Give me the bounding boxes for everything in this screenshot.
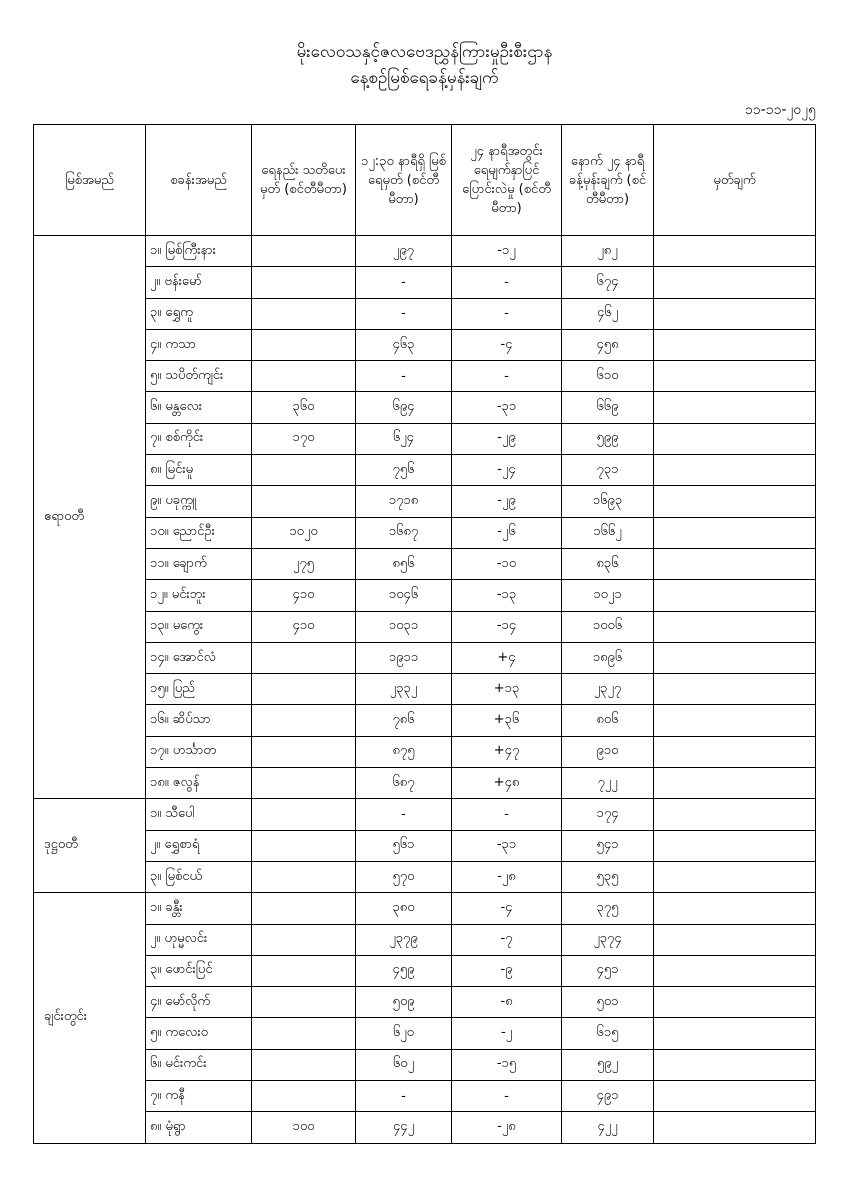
remark-cell bbox=[654, 893, 816, 924]
level-change-cell: -၄ bbox=[452, 329, 562, 360]
current-level-cell: ၁၀၄၆ bbox=[356, 580, 452, 611]
table-row bbox=[34, 861, 816, 892]
remark-cell bbox=[654, 955, 816, 986]
current-level-cell: ၄၅၉ bbox=[356, 955, 452, 986]
table-row bbox=[34, 893, 816, 924]
forecast-cell: ၄၅၈ bbox=[562, 329, 654, 360]
danger-level-cell bbox=[252, 1081, 356, 1112]
header-level-change: ၂၄ နာရီအတွင်း ရေမျက်နှာပြင် ပြောင်းလဲမှု (စင်တီမီတာ) bbox=[452, 125, 562, 236]
danger-level-cell: ၁၀၀ bbox=[252, 1112, 356, 1143]
current-level-cell: ၆၀၂ bbox=[356, 1049, 452, 1080]
table-row bbox=[34, 580, 816, 611]
level-change-cell: -၉ bbox=[452, 955, 562, 986]
remark-cell bbox=[654, 674, 816, 705]
forecast-cell: ၉၁၀ bbox=[562, 736, 654, 767]
level-change-cell: -၇ bbox=[452, 924, 562, 955]
table-row bbox=[34, 329, 816, 360]
remark-cell bbox=[654, 267, 816, 298]
current-level-cell: ၁၆၈၇ bbox=[356, 517, 452, 548]
table-row bbox=[34, 1112, 816, 1143]
remark-cell bbox=[654, 861, 816, 892]
danger-level-cell bbox=[252, 893, 356, 924]
remark-cell bbox=[654, 1049, 816, 1080]
remark-cell bbox=[654, 924, 816, 955]
table-row bbox=[34, 1018, 816, 1049]
current-level-cell: ၁၀၃၁ bbox=[356, 611, 452, 642]
danger-level-cell bbox=[252, 267, 356, 298]
remark-cell bbox=[654, 611, 816, 642]
current-level-cell: ၆၂၀ bbox=[356, 1018, 452, 1049]
station-cell: ၁၄။ အောင်လံ bbox=[146, 642, 252, 673]
forecast-cell: ၇၂၂ bbox=[562, 768, 654, 799]
level-change-cell: +၄ bbox=[452, 642, 562, 673]
forecast-cell: ၁၇၄ bbox=[562, 799, 654, 830]
station-cell: ၅။ သပိတ်ကျင်း bbox=[146, 361, 252, 392]
level-change-cell: -၂၉ bbox=[452, 423, 562, 454]
current-level-cell: ၇၈၆ bbox=[356, 705, 452, 736]
report-title: မိုးလေဝသနှင့်ဇလဗေဒညွှန်ကြားမှုဦးစီးဌာန bbox=[296, 42, 553, 62]
river-name-cell: ဒုဋ္ဌဝတီ bbox=[34, 799, 146, 893]
forecast-cell: ၁၀၂၁ bbox=[562, 580, 654, 611]
level-change-cell: -၁၄ bbox=[452, 611, 562, 642]
danger-level-cell bbox=[252, 361, 356, 392]
station-cell: ၈။ မုံရွာ bbox=[146, 1112, 252, 1143]
danger-level-cell bbox=[252, 1018, 356, 1049]
danger-level-cell bbox=[252, 642, 356, 673]
level-change-cell: -၃၁ bbox=[452, 392, 562, 423]
danger-level-cell: ၃၆၀ bbox=[252, 392, 356, 423]
level-change-cell: -၁၂ bbox=[452, 236, 562, 267]
current-level-cell: - bbox=[356, 298, 452, 329]
level-change-cell: +၄၇ bbox=[452, 736, 562, 767]
forecast-cell: ၆၇၄ bbox=[562, 267, 654, 298]
danger-level-cell bbox=[252, 455, 356, 486]
remark-cell bbox=[654, 298, 816, 329]
danger-level-cell bbox=[252, 924, 356, 955]
current-level-cell: ၈၅၆ bbox=[356, 548, 452, 579]
forecast-cell: ၅၀၁ bbox=[562, 987, 654, 1018]
table-row bbox=[34, 830, 816, 861]
header-station: စခန်းအမည် bbox=[146, 125, 252, 236]
level-change-cell: +၃၆ bbox=[452, 705, 562, 736]
station-cell: ၄။ ကသာ bbox=[146, 329, 252, 360]
level-change-cell: -၁၅ bbox=[452, 1049, 562, 1080]
level-change-cell: +၁၃ bbox=[452, 674, 562, 705]
level-change-cell: -၃၁ bbox=[452, 830, 562, 861]
current-level-cell: ၄၆၃ bbox=[356, 329, 452, 360]
danger-level-cell bbox=[252, 674, 356, 705]
remark-cell bbox=[654, 642, 816, 673]
table-row bbox=[34, 548, 816, 579]
danger-level-cell bbox=[252, 799, 356, 830]
forecast-cell: ၆၁၅ bbox=[562, 1018, 654, 1049]
forecast-cell: ၁၆၉၃ bbox=[562, 486, 654, 517]
current-level-cell: ၆၂၄ bbox=[356, 423, 452, 454]
forecast-cell: ၈၃၆ bbox=[562, 548, 654, 579]
current-level-cell: - bbox=[356, 1081, 452, 1112]
level-change-cell: -၁၀ bbox=[452, 548, 562, 579]
report-date: ၁၁-၁၁-၂၀၂၅ bbox=[744, 102, 816, 118]
current-level-cell: ၄၄၂ bbox=[356, 1112, 452, 1143]
level-change-cell: -၂၈ bbox=[452, 1112, 562, 1143]
danger-level-cell bbox=[252, 1049, 356, 1080]
remark-cell bbox=[654, 392, 816, 423]
station-cell: ၂။ ဗန်းမော် bbox=[146, 267, 252, 298]
forecast-cell: ၂၃၂၇ bbox=[562, 674, 654, 705]
danger-level-cell bbox=[252, 736, 356, 767]
forecast-cell: ၆၆၉ bbox=[562, 392, 654, 423]
level-change-cell: -၁၃ bbox=[452, 580, 562, 611]
forecast-cell: ၅၄၁ bbox=[562, 830, 654, 861]
table-row bbox=[34, 987, 816, 1018]
station-cell: ၄။ မော်လိုက် bbox=[146, 987, 252, 1018]
table-row bbox=[34, 705, 816, 736]
table-row bbox=[34, 517, 816, 548]
current-level-cell: - bbox=[356, 799, 452, 830]
table-row bbox=[34, 736, 816, 767]
current-level-cell: - bbox=[356, 361, 452, 392]
station-cell: ၆။ မန္တလေး bbox=[146, 392, 252, 423]
remark-cell bbox=[654, 705, 816, 736]
table-row bbox=[34, 236, 816, 267]
level-change-cell: - bbox=[452, 267, 562, 298]
header-current-level: ၁၂:၃၀ နာရီရှိ မြစ်ရေမှတ် (စင်တီမီတာ) bbox=[356, 125, 452, 236]
current-level-cell: ၈၇၅ bbox=[356, 736, 452, 767]
table-row bbox=[34, 955, 816, 986]
station-cell: ၂။ ရွှေစာရံ bbox=[146, 830, 252, 861]
report-subtitle: နေ့စဉ်မြစ်ရေခန့်မှန်းချက် bbox=[350, 68, 499, 88]
remark-cell bbox=[654, 987, 816, 1018]
table-row bbox=[34, 267, 816, 298]
river-name-cell: ဧရာဝတီ bbox=[34, 236, 146, 799]
remark-cell bbox=[654, 423, 816, 454]
danger-level-cell bbox=[252, 236, 356, 267]
remark-cell bbox=[654, 455, 816, 486]
station-cell: ၁။ သီပေါ bbox=[146, 799, 252, 830]
danger-level-cell: ၄၁၀ bbox=[252, 580, 356, 611]
station-cell: ၁၈။ ဇလွန် bbox=[146, 768, 252, 799]
table-row bbox=[34, 924, 816, 955]
forecast-cell: ၁၀၀၆ bbox=[562, 611, 654, 642]
level-change-cell: -၂၈ bbox=[452, 861, 562, 892]
danger-level-cell bbox=[252, 955, 356, 986]
remark-cell bbox=[654, 361, 816, 392]
forecast-cell: ၂၈၂ bbox=[562, 236, 654, 267]
forecast-cell: ၈၀၆ bbox=[562, 705, 654, 736]
forecast-cell: ၆၁၀ bbox=[562, 361, 654, 392]
table-row bbox=[34, 298, 816, 329]
station-cell: ၁။ မြစ်ကြီးနား bbox=[146, 236, 252, 267]
level-change-cell: - bbox=[452, 361, 562, 392]
level-change-cell: -၈ bbox=[452, 987, 562, 1018]
river-name-cell: ချင်းတွင်း bbox=[34, 893, 146, 1143]
table-row bbox=[34, 486, 816, 517]
station-cell: ၃။ မြစ်ငယ် bbox=[146, 861, 252, 892]
table-row bbox=[34, 1081, 816, 1112]
current-level-cell: ၂၃၃၂ bbox=[356, 674, 452, 705]
table-row bbox=[34, 423, 816, 454]
remark-cell bbox=[654, 799, 816, 830]
danger-level-cell bbox=[252, 705, 356, 736]
remark-cell bbox=[654, 768, 816, 799]
forecast-cell: ၂၃၇၄ bbox=[562, 924, 654, 955]
remark-cell bbox=[654, 548, 816, 579]
table-body bbox=[34, 236, 816, 1144]
forecast-cell: ၄၉၁ bbox=[562, 1081, 654, 1112]
danger-level-cell bbox=[252, 987, 356, 1018]
current-level-cell: ၇၅၆ bbox=[356, 455, 452, 486]
forecast-cell: ၅၉၉ bbox=[562, 423, 654, 454]
table-row bbox=[34, 455, 816, 486]
remark-cell bbox=[654, 1018, 816, 1049]
remark-cell bbox=[654, 486, 816, 517]
danger-level-cell bbox=[252, 830, 356, 861]
station-cell: ၁၁။ ချောက် bbox=[146, 548, 252, 579]
remark-cell bbox=[654, 236, 816, 267]
header-danger-level: ရေနည်း သတိပေးမှတ် (စင်တီမီတာ) bbox=[252, 125, 356, 236]
table-row bbox=[34, 768, 816, 799]
level-change-cell: - bbox=[452, 799, 562, 830]
table-row bbox=[34, 674, 816, 705]
station-cell: ၁၀။ ညောင်ဦး bbox=[146, 517, 252, 548]
current-level-cell: ၆၈၇ bbox=[356, 768, 452, 799]
table-row bbox=[34, 611, 816, 642]
forecast-cell: ၃၇၅ bbox=[562, 893, 654, 924]
table-row bbox=[34, 799, 816, 830]
danger-level-cell: ၂၇၅ bbox=[252, 548, 356, 579]
station-cell: ၈။ မြင်းမူ bbox=[146, 455, 252, 486]
table-row bbox=[34, 361, 816, 392]
danger-level-cell bbox=[252, 298, 356, 329]
current-level-cell: ၂၃၇၉ bbox=[356, 924, 452, 955]
river-forecast-table bbox=[33, 124, 816, 1144]
forecast-cell: ၄၅၁ bbox=[562, 955, 654, 986]
table-row bbox=[34, 642, 816, 673]
level-change-cell: -၂ bbox=[452, 1018, 562, 1049]
remark-cell bbox=[654, 1081, 816, 1112]
forecast-cell: ၅၃၅ bbox=[562, 861, 654, 892]
current-level-cell: ၅၆၁ bbox=[356, 830, 452, 861]
forecast-cell: ၁၈၉၆ bbox=[562, 642, 654, 673]
station-cell: ၇။ စစ်ကိုင်း bbox=[146, 423, 252, 454]
station-cell: ၁၃။ မကွေး bbox=[146, 611, 252, 642]
level-change-cell: +၄၈ bbox=[452, 768, 562, 799]
current-level-cell: ၂၉၇ bbox=[356, 236, 452, 267]
current-level-cell: - bbox=[356, 267, 452, 298]
danger-level-cell bbox=[252, 486, 356, 517]
level-change-cell: - bbox=[452, 298, 562, 329]
danger-level-cell: ၁၇၀ bbox=[252, 423, 356, 454]
level-change-cell: -၂၉ bbox=[452, 486, 562, 517]
table-row bbox=[34, 392, 816, 423]
station-cell: ၁၆။ ဆိပ်သာ bbox=[146, 705, 252, 736]
current-level-cell: ၁၉၁၁ bbox=[356, 642, 452, 673]
level-change-cell: -၂၄ bbox=[452, 455, 562, 486]
station-cell: ၃။ ဖောင်းပြင် bbox=[146, 955, 252, 986]
station-cell: ၃။ ရွှေကူ bbox=[146, 298, 252, 329]
header-river: မြစ်အမည် bbox=[34, 125, 146, 236]
forecast-cell: ၁၆၆၂ bbox=[562, 517, 654, 548]
forecast-cell: ၄၂၂ bbox=[562, 1112, 654, 1143]
station-cell: ၁၇။ ဟင်္သာတ bbox=[146, 736, 252, 767]
forecast-cell: ၅၉၂ bbox=[562, 1049, 654, 1080]
level-change-cell: -၂၆ bbox=[452, 517, 562, 548]
header-forecast: နောက် ၂၄ နာရီ ခန့်မှန်းချက် (စင်တီမီတာ) bbox=[562, 125, 654, 236]
danger-level-cell bbox=[252, 329, 356, 360]
current-level-cell: ၅၀၉ bbox=[356, 987, 452, 1018]
station-cell: ၁။ ခန္တီး bbox=[146, 893, 252, 924]
forecast-cell: ၄၆၂ bbox=[562, 298, 654, 329]
header-remark: မှတ်ချက် bbox=[654, 125, 816, 236]
current-level-cell: ၆၉၄ bbox=[356, 392, 452, 423]
danger-level-cell bbox=[252, 768, 356, 799]
danger-level-cell: ၄၁၀ bbox=[252, 611, 356, 642]
table-row bbox=[34, 1049, 816, 1080]
station-cell: ၉။ ပခုက္ကူ bbox=[146, 486, 252, 517]
level-change-cell: -၄ bbox=[452, 893, 562, 924]
danger-level-cell: ၁၀၂၀ bbox=[252, 517, 356, 548]
current-level-cell: ၅၇၀ bbox=[356, 861, 452, 892]
current-level-cell: ၃၈၀ bbox=[356, 893, 452, 924]
remark-cell bbox=[654, 329, 816, 360]
level-change-cell: - bbox=[452, 1081, 562, 1112]
station-cell: ၅။ ကလေးဝ bbox=[146, 1018, 252, 1049]
remark-cell bbox=[654, 736, 816, 767]
station-cell: ၂။ ဟုမ္မလင်း bbox=[146, 924, 252, 955]
forecast-cell: ၇၃၁ bbox=[562, 455, 654, 486]
remark-cell bbox=[654, 1112, 816, 1143]
station-cell: ၁၅။ ပြည် bbox=[146, 674, 252, 705]
current-level-cell: ၁၇၁၈ bbox=[356, 486, 452, 517]
remark-cell bbox=[654, 517, 816, 548]
station-cell: ၁၂။ မင်းဘူး bbox=[146, 580, 252, 611]
danger-level-cell bbox=[252, 861, 356, 892]
remark-cell bbox=[654, 580, 816, 611]
station-cell: ၇။ ကနီ bbox=[146, 1081, 252, 1112]
station-cell: ၆။ မင်းကင်း bbox=[146, 1049, 252, 1080]
table-header-row bbox=[34, 125, 816, 236]
remark-cell bbox=[654, 830, 816, 861]
